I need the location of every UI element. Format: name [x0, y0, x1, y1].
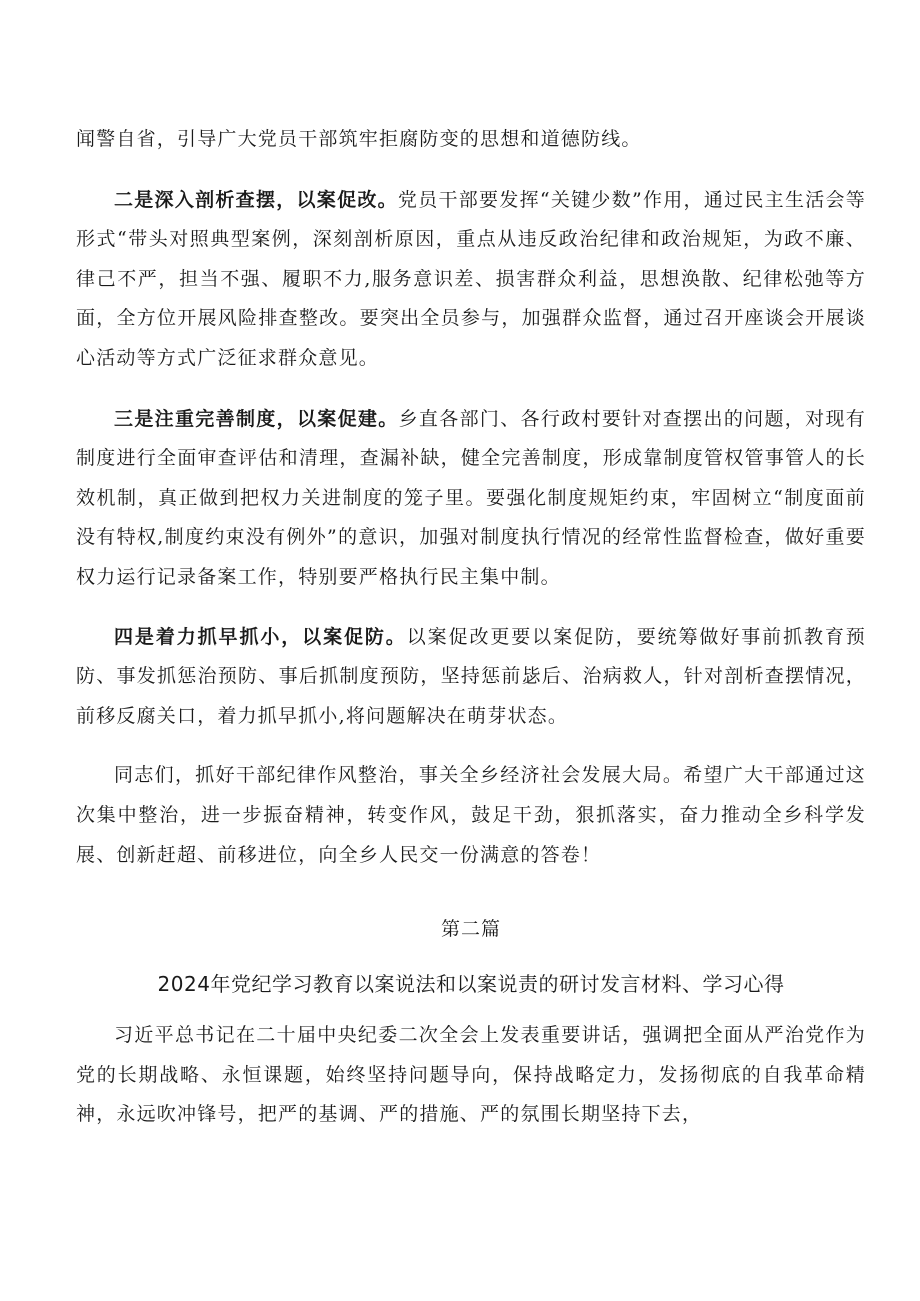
point-four-paragraph — [76, 618, 866, 737]
document-page — [76, 120, 866, 1135]
point-four-body: 以案促改更要以案促防，要统筹做好事前抓教育预防、事发抓惩治预防、事后抓制度预防，坚持惩前毖后、治病救人，针对剖析查摆情况，前移反腐关口，着力抓早抓小,将问题解决在萌芽状态。 — [76, 625, 866, 727]
point-three-body: 乡直各部门、各行政村要针对查摆出的问题，对现有制度进行全面审查评估和清理，查漏补缺，健全完善制度，形成靠制度管权管事管人的长效机制，真正做到把权力关进制度的笼子里。要强化制度规矩约束，牢固树立“制度面前没有特权,制度约束没有例外”的意识，加强对制度执行情况的经常性监督检查，做好重要权力运行记录备案工作，特别要严格执行民主集中制。 — [76, 407, 866, 588]
point-two-paragraph — [76, 181, 866, 379]
continuation-paragraph: 闻警自省，引导广大党员干部筑牢拒腐防变的思想和道德防线。 — [76, 128, 642, 150]
section-label: 第二篇 — [440, 918, 501, 941]
point-three-paragraph — [76, 400, 866, 598]
point-two-body: 党员干部要发挥“关键少数”作用，通过民主生活会等形式“带头对照典型案例，深刻剖析原因，重点从违反政治纪律和政治规矩，为政不廉、律己不严，担当不强、履职不力,服务意识差、损害群众利益，思想涣散、纪律松弛等方面，全方位开展风险排查整改。要突出全员参与，加强群众监督，通过召开座谈会开展谈心活动等方式广泛征求群众意见。 — [76, 188, 866, 369]
point-three-lead: 三是注重完善制度，以案促建。 — [114, 407, 399, 430]
section-title: 2024年党纪学习教育以案说法和以案说责的研讨发言材料、学习心得 — [157, 972, 785, 997]
closing-paragraph: 同志们，抓好干部纪律作风整治，事关全乡经济社会发展大局。希望广大干部通过这次集中整治，进一步振奋精神，转变作风，鼓足干劲，狠抓落实，奋力推动全乡科学发展、创新赶超、前移进位，向全乡人民交一份满意的答卷！ — [76, 764, 866, 866]
point-two-lead: 二是深入剖析查摆，以案促改。 — [114, 188, 398, 211]
section-intro-paragraph: 习近平总书记在二十届中央纪委二次全会上发表重要讲话，强调把全面从严治党作为党的长期战略、永恒课题，始终坚持问题导向，保持战略定力，发扬彻底的自我革命精神，永远吹冲锋号，把严的基调、严的措施、严的氛围长期坚持下去， — [76, 1024, 866, 1126]
point-four-lead: 四是着力抓早抓小，以案促防。 — [114, 625, 407, 648]
